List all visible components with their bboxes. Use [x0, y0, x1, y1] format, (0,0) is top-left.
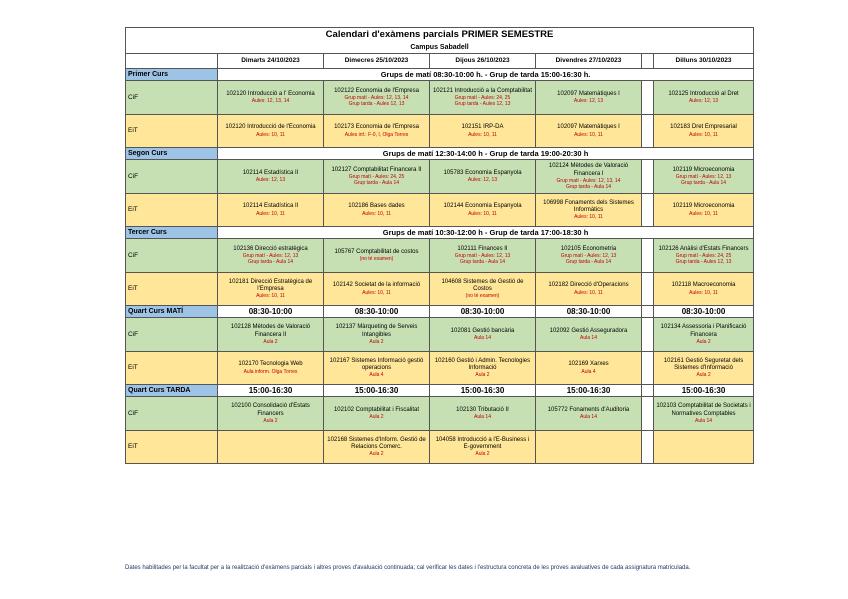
- exam-cell: [536, 81, 642, 115]
- room-note: Aula 14: [474, 414, 491, 421]
- degree-row: [126, 194, 754, 227]
- footnote: Dates habilitades per la facultat per a la realització d'exàmens parcials i altres proves d'avaluació continuada; cal verificar les dates i l'estructura concreta de les proves avaluatives de cada assignatura matriculada.: [125, 565, 691, 571]
- degree-row: [126, 81, 754, 115]
- subject-name: 105783 Economia Espanyola: [443, 169, 522, 176]
- gap-column: [642, 194, 654, 227]
- course-label: Quart Curs TARDA: [126, 385, 218, 397]
- room-note: Aules: 12, 13: [255, 177, 286, 184]
- room-note: Aula 14: [580, 414, 597, 421]
- exam-cell: [536, 115, 642, 148]
- gap-column: [642, 352, 654, 385]
- room-note: Aula 4: [369, 372, 384, 379]
- degree-label: CiF: [126, 160, 218, 194]
- room-note: Aula 14: [474, 335, 491, 342]
- subject-name: 102102 Comptabilitat i Fiscalitat: [333, 406, 420, 413]
- exam-cell: [324, 194, 430, 227]
- date-header: Dimecres 25/10/2023: [324, 54, 430, 69]
- exam-cell: [218, 115, 324, 148]
- gap-column: [642, 306, 654, 318]
- room-note: Aules: 10, 11: [689, 210, 718, 217]
- exam-cell: [218, 431, 324, 464]
- subject-name: 102100 Consolidació d'Estats Financers: [231, 403, 310, 417]
- group-schedule: Grups de matí 08:30-10:00 h. - Grup de tarda 15:00-16:30 h.: [218, 69, 754, 81]
- campus-name: Campus Sabadell: [126, 42, 754, 54]
- date-header: Dilluns 30/10/2023: [654, 54, 754, 69]
- room-note: Aula 2: [369, 414, 384, 421]
- room-note: Aula 2: [696, 338, 711, 345]
- subject-name: 102120 Introducció a l' Economia: [226, 90, 315, 97]
- exam-cell: [654, 160, 754, 194]
- exam-calendar: [125, 27, 753, 464]
- room-note: Grup tarda - Aules 12, 13: [348, 101, 405, 108]
- subject-name: 102126 Anàlisi d'Estats Financers: [658, 245, 749, 252]
- room-note: Aules: 10, 11: [256, 293, 285, 300]
- room-note: Aula 2: [263, 338, 278, 345]
- course-label: Primer Curs: [126, 69, 218, 81]
- gap-column: [642, 81, 654, 115]
- exam-cell: [430, 115, 536, 148]
- subject-name: 105767 Comptabilitat de costos: [334, 248, 419, 255]
- exam-cell: [324, 115, 430, 148]
- exam-cell: [430, 318, 536, 352]
- room-note: Grup matí - Aules: 12, 13: [675, 174, 732, 181]
- room-note: Aula 2: [369, 451, 384, 458]
- degree-row: [126, 397, 754, 431]
- subject-name: 102182 Direcció d'Operacions: [548, 282, 629, 289]
- subject-name: 102169 Xarxes: [568, 361, 609, 368]
- subject-name: 102120 Introducció de l'Economia: [225, 124, 316, 131]
- date-header: Dimarts 24/10/2023: [218, 54, 324, 69]
- subject-name: 104058 Introducció a l'E-Business i E-government: [435, 436, 530, 450]
- calendar-table: [125, 27, 754, 464]
- subject-name: 102097 Matemàtiques I: [557, 90, 620, 97]
- degree-label: CiF: [126, 318, 218, 352]
- exam-time: 15:00-16:30: [430, 385, 536, 397]
- subject-name: 102119 Microeconomia: [672, 203, 735, 210]
- subject-name: 102137 Màrqueting de Serveis Intangibles: [335, 324, 418, 338]
- subject-name: 102144 Economia Espanyola: [443, 203, 522, 210]
- course-header-row: [126, 69, 754, 81]
- course-header-row: [126, 306, 754, 318]
- room-note: Aules: 12, 13: [573, 98, 604, 105]
- exam-time: 15:00-16:30: [536, 385, 642, 397]
- room-note: Aules: 10, 11: [574, 289, 603, 296]
- corner-cell: [126, 54, 218, 69]
- room-note: Aula 14: [695, 417, 713, 424]
- exam-cell: [536, 352, 642, 385]
- degree-label: EiT: [126, 194, 218, 227]
- room-note: Grup tarda - Aula 14: [247, 259, 294, 266]
- room-note: Aules: 10, 11: [689, 289, 718, 296]
- exam-cell: [218, 273, 324, 306]
- exam-cell: [324, 273, 430, 306]
- exam-cell: [218, 194, 324, 227]
- room-note: (no té examen): [465, 293, 500, 300]
- exam-cell: [430, 239, 536, 273]
- degree-row: [126, 115, 754, 148]
- gap-column: [642, 397, 654, 431]
- subject-name: 102181 Direcció Estratègica de l'Empresa: [228, 278, 313, 292]
- subject-name: 102161 Gestió Seguretat dels Sistemes d'Informació: [663, 357, 744, 371]
- degree-row: [126, 273, 754, 306]
- room-note: Aules: 10, 11: [468, 210, 497, 217]
- subject-name: 102114 Estadística II: [242, 169, 299, 176]
- gap-column: [642, 318, 654, 352]
- exam-cell: [324, 239, 430, 273]
- room-note: Aula 2: [475, 451, 490, 458]
- subject-name: 102160 Gestió i Admin. Tecnologies Informació: [434, 357, 531, 371]
- room-note: Aula inform. Olga Torres: [243, 368, 298, 375]
- date-header: Divendres 27/10/2023: [536, 54, 642, 69]
- subject-name: 102130 Tributació II: [456, 406, 509, 413]
- room-note: Grup tarda - Aules 12, 13: [675, 259, 732, 266]
- subject-name: 102119 Microeconomia: [672, 166, 735, 173]
- course-header-row: [126, 227, 754, 239]
- subject-name: 102105 Econometria: [560, 245, 617, 252]
- subject-name: 102142 Societat de la informació: [332, 282, 421, 289]
- exam-cell: [430, 194, 536, 227]
- room-note: Aules: 10, 11: [362, 210, 391, 217]
- exam-cell: [218, 239, 324, 273]
- exam-time: 15:00-16:30: [654, 385, 754, 397]
- gap-column: [642, 431, 654, 464]
- exam-cell: [654, 397, 754, 431]
- group-schedule: Grups de matí 10:30-12:00 h - Grup de tarda 17:00-18:30 h: [218, 227, 754, 239]
- subject-name: 102127 Comptabilitat Financera II: [331, 166, 422, 173]
- subject-name: 102136 Direcció estratègica: [233, 245, 308, 252]
- degree-label: CiF: [126, 239, 218, 273]
- room-note: Grup tarda - Aules 12, 13: [454, 101, 511, 108]
- exam-cell: [654, 352, 754, 385]
- room-note: Aules: 12, 13: [688, 98, 719, 105]
- subject-name: 102167 Sistemes Informació gestió operacions: [329, 357, 424, 371]
- room-note: Grup matí - Aules: 24, 25: [454, 95, 511, 102]
- room-note: Aules: 10, 11: [574, 214, 603, 221]
- subject-name: 102128 Mètodes de Valoració Financera II: [230, 324, 311, 338]
- degree-row: [126, 318, 754, 352]
- exam-cell: [324, 352, 430, 385]
- course-header-row: [126, 148, 754, 160]
- subject-name: 102097 Matemàtiques I: [557, 124, 620, 131]
- room-note: Aules: 10, 11: [256, 131, 285, 138]
- subject-name: 102134 Assessoria i Planificació Financera: [660, 324, 747, 338]
- exam-cell: [536, 194, 642, 227]
- exam-cell: [218, 318, 324, 352]
- room-note: Aula 2: [369, 338, 384, 345]
- room-note: Aules: 10, 11: [574, 131, 603, 138]
- exam-cell: [430, 273, 536, 306]
- room-note: Aula 2: [475, 372, 490, 379]
- room-note: Aula 2: [263, 417, 278, 424]
- room-note: Grup matí - Aules: 12, 13: [560, 253, 617, 260]
- exam-cell: [536, 397, 642, 431]
- group-schedule: Grups de matí 12:30-14:00 h - Grup de tarda 19:00-20:30 h: [218, 148, 754, 160]
- room-note: Aula 2: [696, 372, 711, 379]
- subject-name: 102125 Introducció al Dret: [668, 90, 739, 97]
- exam-time: 15:00-16:30: [218, 385, 324, 397]
- subject-name: 102118 Macroeconomia: [671, 282, 736, 289]
- course-label: Segon Curs: [126, 148, 218, 160]
- exam-cell: [430, 81, 536, 115]
- subject-name: 102186 Bases dades: [348, 203, 405, 210]
- exam-cell: [430, 397, 536, 431]
- course-label: Tercer Curs: [126, 227, 218, 239]
- subject-name: 102183 Dret Empresarial: [670, 124, 737, 131]
- exam-cell: [654, 194, 754, 227]
- subject-name: 102122 Economia de l'Empresa: [334, 87, 419, 94]
- exam-cell: [218, 352, 324, 385]
- exam-cell: [324, 318, 430, 352]
- exam-cell: [536, 431, 642, 464]
- degree-row: [126, 352, 754, 385]
- room-note: Grup tarda - Aula 14: [681, 180, 727, 187]
- exam-time: 08:30-10:00: [654, 306, 754, 318]
- exam-cell: [654, 239, 754, 273]
- exam-cell: [430, 431, 536, 464]
- exam-cell: [324, 431, 430, 464]
- subject-name: 104608 Sistemes de Gestió de Costos: [441, 278, 524, 292]
- room-note: Aules: 12, 13: [467, 177, 498, 184]
- exam-cell: [430, 352, 536, 385]
- room-note: Aules: 10, 11: [362, 289, 391, 296]
- room-note: Aules: 10, 11: [689, 131, 718, 138]
- exam-cell: [536, 239, 642, 273]
- exam-time: 15:00-16:30: [324, 385, 430, 397]
- room-note: Grup tarda - Aula 14: [565, 183, 612, 190]
- room-note: Grup matí - Aules: 24, 25: [348, 174, 405, 181]
- subject-name: 102168 Sistemes d'Inform. Gestió de Relacions Comerc.: [327, 436, 426, 450]
- room-note: Aules: 10, 11: [468, 131, 497, 138]
- room-note: Grup tarda - Aula 14: [565, 259, 612, 266]
- room-note: Grup matí - Aules: 12, 13: [454, 253, 511, 260]
- exam-cell: [654, 115, 754, 148]
- course-label: Quart Curs MATÍ: [126, 306, 218, 318]
- exam-cell: [324, 397, 430, 431]
- subject-name: 106998 Fonaments dels Sistemes Informàtics: [543, 199, 634, 213]
- room-note: Grup matí - Aules: 12, 13: [242, 253, 299, 260]
- exam-cell: [536, 318, 642, 352]
- degree-row: [126, 160, 754, 194]
- subject-name: 102114 Estadística II: [242, 203, 299, 210]
- room-note: Grup matí - Aules: 24, 25: [675, 253, 732, 260]
- degree-label: EiT: [126, 115, 218, 148]
- subject-name: 102151 IRP-DA: [461, 124, 504, 131]
- subject-name: 102170 Tecnologia Web: [238, 361, 303, 368]
- degree-label: CiF: [126, 397, 218, 431]
- exam-cell: [536, 160, 642, 194]
- exam-cell: [324, 81, 430, 115]
- gap-column: [642, 54, 654, 69]
- gap-column: [642, 385, 654, 397]
- degree-label: EiT: [126, 352, 218, 385]
- room-note: Aula 4: [581, 368, 596, 375]
- exam-cell: [654, 81, 754, 115]
- subject-name: 102111 Finances II: [457, 245, 508, 252]
- room-note: Aules: 12, 13, 14: [251, 98, 290, 105]
- exam-time: 08:30-10:00: [218, 306, 324, 318]
- exam-cell: [324, 160, 430, 194]
- subject-name: 105772 Fonaments d'Auditoria: [547, 406, 630, 413]
- room-note: (no té examen): [359, 256, 394, 263]
- subject-name: 102173 Economia de l'Empresa: [334, 124, 419, 131]
- gap-column: [642, 239, 654, 273]
- course-header-row: [126, 385, 754, 397]
- exam-cell: [536, 273, 642, 306]
- exam-cell: [430, 160, 536, 194]
- exam-cell: [218, 81, 324, 115]
- subject-name: 102081 Gestió bancària: [450, 327, 515, 334]
- room-note: Grup matí - Aules: 12, 13, 14: [556, 177, 621, 184]
- degree-row: [126, 431, 754, 464]
- room-note: Grup tarda - Aula 14: [459, 259, 506, 266]
- exam-time: 08:30-10:00: [430, 306, 536, 318]
- exam-time: 08:30-10:00: [536, 306, 642, 318]
- exam-cell: [654, 318, 754, 352]
- room-note: Aules inf.: F-0, I, Olga Torres: [344, 131, 409, 138]
- degree-label: EiT: [126, 431, 218, 464]
- exam-cell: [654, 273, 754, 306]
- degree-row: [126, 239, 754, 273]
- exam-time: 08:30-10:00: [324, 306, 430, 318]
- exam-cell: [654, 431, 754, 464]
- degree-label: CiF: [126, 81, 218, 115]
- subject-name: 102092 Gestió Asseguradora: [549, 327, 628, 334]
- exam-cell: [218, 160, 324, 194]
- room-note: Grup matí - Aules: 12, 13, 14: [344, 95, 409, 102]
- exam-cell: [218, 397, 324, 431]
- room-note: Aula 14: [580, 335, 597, 342]
- degree-label: EiT: [126, 273, 218, 306]
- gap-column: [642, 115, 654, 148]
- room-note: Grup tarda - Aula 14: [353, 180, 400, 187]
- subject-name: 102124 Mètodes de Valoració Financera I: [548, 163, 629, 177]
- calendar-title: Calendari d'exàmens parcials PRIMER SEMESTRE: [126, 28, 754, 43]
- room-note: Aules: 10, 11: [256, 210, 285, 217]
- date-header: Dijous 26/10/2023: [430, 54, 536, 69]
- subject-name: 102103 Comptabilitat de Societats i Normatives Comptables: [656, 403, 751, 417]
- gap-column: [642, 273, 654, 306]
- gap-column: [642, 160, 654, 194]
- subject-name: 102121 Introducció a la Comptabilitat: [432, 87, 533, 94]
